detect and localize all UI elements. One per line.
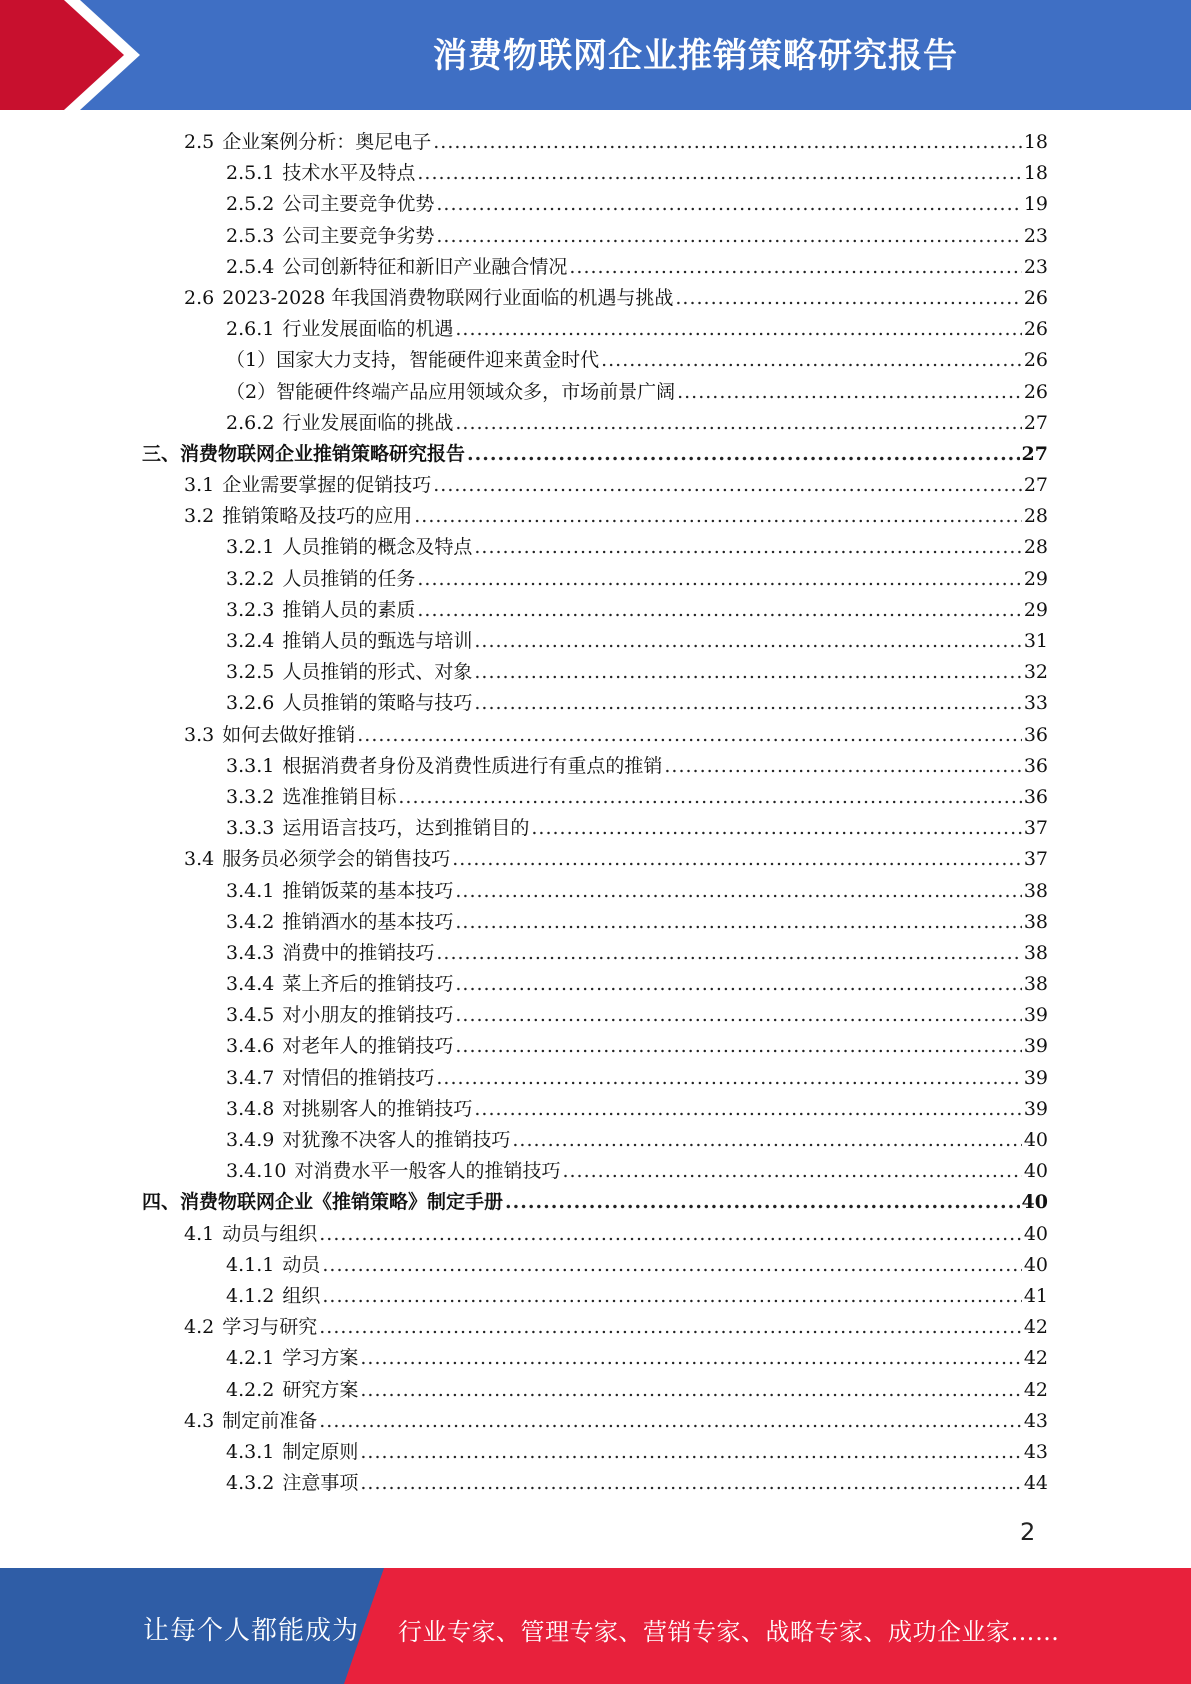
toc-entry-title: 动员	[282, 1253, 321, 1276]
toc-entry-number: 4.1	[184, 1222, 215, 1245]
toc-dot-leader	[455, 1031, 1021, 1062]
toc-entry[interactable]	[0, 657, 1191, 688]
toc-entry-page: 29	[1023, 598, 1048, 621]
toc-entry-page: 40	[1023, 1253, 1048, 1276]
toc-entry[interactable]	[0, 1312, 1191, 1343]
toc-entry-title: 制定前准备	[222, 1409, 318, 1432]
toc-entry-number: 4.2.2	[226, 1378, 275, 1401]
toc-entry-number: 4.3.2	[226, 1472, 275, 1495]
toc-entry-title: 组织	[282, 1284, 321, 1307]
toc-entry-title: 对消费水平一般客人的推销技巧	[294, 1160, 561, 1183]
toc-entry-number: 3.2.2	[226, 567, 275, 590]
toc-entry[interactable]	[0, 969, 1191, 1000]
toc-entry-number: 3.2.5	[226, 661, 275, 684]
toc-dot-leader	[569, 252, 1021, 283]
toc-entry-number: 3.4.7	[226, 1066, 275, 1089]
toc-entry-page: 42	[1023, 1347, 1048, 1370]
toc-entry-number: 3.2.6	[226, 692, 275, 715]
toc-entry[interactable]	[0, 314, 1191, 345]
table-of-contents	[0, 127, 1191, 1499]
toc-entry[interactable]	[0, 501, 1191, 532]
toc-entry-title: 2023-2028 年我国消费物联网行业面临的机遇与挑战	[222, 286, 674, 309]
toc-entry-page: 36	[1023, 754, 1048, 777]
toc-dot-leader	[319, 1406, 1022, 1437]
toc-entry[interactable]	[0, 751, 1191, 782]
toc-entry-page: 28	[1023, 505, 1048, 528]
toc-entry-number: 3.2	[184, 505, 215, 528]
toc-entry-page: 40	[1023, 1129, 1048, 1151]
toc-entry-title: 根据消费者身份及消费性质进行有重点的推销	[282, 754, 663, 777]
toc-entry-page: 39	[1023, 1004, 1048, 1027]
toc-entry[interactable]	[0, 408, 1191, 439]
toc-entry-title: 学习方案	[282, 1347, 359, 1370]
toc-entry-number: 3.4	[184, 848, 215, 871]
toc-entry-page: 36	[1023, 723, 1048, 746]
toc-entry-page: 43	[1023, 1440, 1048, 1463]
toc-entry-number: 3.4.9	[226, 1129, 275, 1151]
toc-entry-title: 人员推销的策略与技巧	[282, 692, 473, 715]
toc-entry[interactable]	[0, 1000, 1191, 1031]
toc-dot-leader	[455, 314, 1021, 345]
toc-entry-page: 18	[1023, 162, 1048, 185]
toc-dot-leader	[433, 470, 1022, 501]
toc-entry-title: 推销酒水的基本技巧	[282, 910, 454, 933]
toc-entry-page: 40	[1021, 1191, 1048, 1214]
toc-entry-title: 对情侣的推销技巧	[282, 1066, 435, 1089]
toc-entry-number: 2.5.4	[226, 255, 275, 278]
toc-dot-leader	[474, 626, 1021, 657]
toc-entry-page: 37	[1023, 848, 1048, 871]
toc-entry[interactable]	[0, 782, 1191, 813]
toc-dot-leader	[452, 844, 1022, 875]
toc-entry-page: 44	[1023, 1472, 1048, 1495]
toc-entry[interactable]	[0, 439, 1191, 470]
toc-entry-title: 公司主要竞争优势	[282, 193, 435, 216]
toc-entry-number: 3.4.10	[226, 1160, 287, 1183]
toc-entry-number: 3.4.2	[226, 910, 275, 933]
toc-entry-page: 28	[1023, 536, 1048, 559]
toc-entry-page: 26	[1023, 349, 1048, 372]
toc-entry[interactable]	[0, 1063, 1191, 1094]
toc-entry-title: 动员与组织	[222, 1222, 318, 1245]
toc-entry-title: 人员推销的概念及特点	[282, 536, 473, 559]
toc-dot-leader	[436, 1063, 1021, 1094]
toc-entry-page: 38	[1023, 941, 1048, 964]
toc-entry-number: 4.3	[184, 1409, 215, 1432]
toc-entry-title: （2）智能硬件终端产品应用领域众多，市场前景广阔	[226, 380, 676, 403]
toc-entry-title: 选准推销目标	[282, 785, 397, 808]
toc-entry-number: 3.2.1	[226, 536, 275, 559]
toc-entry-number: 3.4.4	[226, 973, 275, 996]
toc-dot-leader	[436, 938, 1021, 969]
toc-entry-page: 23	[1023, 255, 1048, 278]
toc-dot-leader	[455, 408, 1021, 439]
toc-dot-leader	[455, 907, 1021, 938]
toc-entry-title: 对挑剔客人的推销技巧	[282, 1097, 473, 1120]
toc-entry-number: 4.2.1	[226, 1347, 275, 1370]
toc-entry-title: 注意事项	[282, 1472, 359, 1495]
toc-entry-title: 消费中的推销技巧	[282, 941, 435, 964]
toc-entry-title: 企业案例分析：奥尼电子	[222, 131, 432, 153]
toc-entry-page: 29	[1023, 567, 1048, 590]
toc-dot-leader	[474, 532, 1021, 563]
toc-entry-number: 3.4.5	[226, 1004, 275, 1027]
toc-entry[interactable]	[0, 720, 1191, 751]
toc-entry-page: 37	[1023, 817, 1048, 840]
toc-entry[interactable]	[0, 1281, 1191, 1312]
toc-entry-title: 菜上齐后的推销技巧	[282, 973, 454, 996]
toc-entry[interactable]	[0, 1125, 1191, 1156]
toc-entry-title: 行业发展面临的机遇	[282, 318, 454, 341]
toc-entry[interactable]	[0, 1343, 1191, 1374]
toc-entry[interactable]	[0, 626, 1191, 657]
toc-entry-number: 4.3.1	[226, 1440, 275, 1463]
toc-entry-number: 3.4.3	[226, 941, 275, 964]
toc-entry-number: 3.2.4	[226, 630, 275, 652]
toc-entry-number: 3.3.1	[226, 754, 275, 777]
toc-entry-page: 40	[1023, 1160, 1048, 1183]
toc-entry-page: 26	[1023, 286, 1048, 309]
toc-entry-page: 23	[1023, 224, 1048, 247]
toc-entry-number: 2.6.2	[226, 411, 275, 434]
toc-dot-leader	[319, 1312, 1022, 1343]
toc-entry-number: 3.3.2	[226, 785, 275, 808]
toc-dot-leader	[417, 564, 1021, 595]
toc-entry-number: 2.5.1	[226, 162, 275, 185]
toc-entry-title: 行业发展面临的挑战	[282, 411, 454, 434]
footer-expert-list: 行业专家、管理专家、营销专家、战略专家、成功企业家……	[398, 1618, 1060, 1646]
toc-entry[interactable]	[0, 1468, 1191, 1499]
toc-dot-leader	[512, 1125, 1021, 1156]
toc-dot-leader	[474, 688, 1021, 719]
toc-entry-page: 32	[1023, 661, 1048, 684]
toc-dot-leader	[360, 1343, 1021, 1374]
toc-dot-leader	[322, 1281, 1021, 1312]
toc-entry-page: 36	[1023, 785, 1048, 808]
toc-entry-page: 26	[1023, 318, 1048, 341]
toc-dot-leader	[417, 595, 1021, 626]
toc-entry-title: 研究方案	[282, 1378, 359, 1401]
toc-entry[interactable]	[0, 1406, 1191, 1437]
toc-entry[interactable]	[0, 595, 1191, 626]
toc-entry-page: 26	[1023, 380, 1048, 403]
toc-entry-number: 4.1.2	[226, 1284, 275, 1307]
toc-entry-page: 39	[1023, 1035, 1048, 1058]
toc-dot-leader	[436, 221, 1021, 252]
toc-entry-number: 2.5.2	[226, 193, 275, 216]
toc-entry-number: 4.2	[184, 1316, 215, 1339]
toc-dot-leader	[322, 1250, 1021, 1281]
toc-entry-page: 42	[1023, 1378, 1048, 1401]
toc-dot-leader	[664, 751, 1021, 782]
toc-dot-leader	[531, 813, 1021, 844]
toc-entry[interactable]	[0, 532, 1191, 563]
toc-entry-number: 3.1	[184, 474, 215, 497]
toc-entry[interactable]	[0, 1250, 1191, 1281]
toc-dot-leader	[675, 283, 1021, 314]
toc-entry-title: 公司创新特征和新旧产业融合情况	[282, 255, 568, 278]
toc-entry[interactable]	[0, 1031, 1191, 1062]
toc-entry-number: 3.2.3	[226, 598, 275, 621]
toc-entry-title: 对老年人的推销技巧	[282, 1035, 454, 1058]
toc-dot-leader	[677, 377, 1022, 408]
toc-entry[interactable]	[0, 127, 1191, 158]
toc-entry[interactable]	[0, 876, 1191, 907]
toc-entry-page: 27	[1023, 474, 1048, 497]
toc-entry-number: 4.1.1	[226, 1253, 275, 1276]
toc-dot-leader	[601, 345, 1022, 376]
toc-entry[interactable]	[0, 221, 1191, 252]
toc-entry[interactable]	[0, 377, 1191, 408]
toc-entry-page: 38	[1023, 910, 1048, 933]
toc-dot-leader	[474, 1094, 1021, 1125]
toc-entry-number: 四、	[142, 1191, 181, 1214]
toc-entry-page: 39	[1023, 1097, 1048, 1120]
toc-entry-page: 18	[1023, 131, 1048, 153]
toc-entry-number: 2.6.1	[226, 318, 275, 341]
toc-entry-page: 19	[1023, 193, 1048, 216]
toc-entry[interactable]	[0, 938, 1191, 969]
toc-entry[interactable]	[0, 1437, 1191, 1468]
toc-entry-page: 33	[1023, 692, 1048, 715]
page-header	[0, 0, 1191, 110]
toc-entry[interactable]	[0, 1375, 1191, 1406]
toc-entry-title: 公司主要竞争劣势	[282, 224, 435, 247]
toc-entry[interactable]	[0, 813, 1191, 844]
toc-entry-number: 3.4.6	[226, 1035, 275, 1058]
toc-entry[interactable]	[0, 907, 1191, 938]
toc-entry-title: 人员推销的任务	[282, 567, 416, 590]
toc-entry-page: 38	[1023, 879, 1048, 902]
toc-entry-page: 27	[1021, 442, 1048, 465]
toc-dot-leader	[360, 1437, 1021, 1468]
toc-entry-title: 推销人员的甄选与培训	[282, 630, 473, 652]
toc-entry-page: 38	[1023, 973, 1048, 996]
toc-dot-leader	[433, 127, 1022, 158]
toc-dot-leader	[414, 501, 1022, 532]
toc-dot-leader	[474, 657, 1021, 688]
toc-entry-title: 企业需要掌握的促销技巧	[222, 474, 432, 497]
toc-entry-page: 42	[1023, 1316, 1048, 1339]
toc-entry-title: 制定原则	[282, 1440, 359, 1463]
toc-dot-leader	[436, 189, 1021, 220]
toc-entry-title: 对小朋友的推销技巧	[282, 1004, 454, 1027]
toc-entry-page: 40	[1023, 1222, 1048, 1245]
header-title: 消费物联网企业推销策略研究报告	[433, 36, 958, 76]
page-number: 2	[1020, 1518, 1036, 1546]
toc-entry[interactable]	[0, 564, 1191, 595]
toc-entry[interactable]	[0, 470, 1191, 501]
toc-entry-title: 消费物联网企业推销策略研究报告	[180, 442, 466, 465]
toc-entry-title: 推销策略及技巧的应用	[222, 505, 413, 528]
toc-entry-number: 3.4.1	[226, 879, 275, 902]
toc-entry-title: 对犹豫不决客人的推销技巧	[282, 1129, 511, 1151]
toc-entry-number: 三、	[142, 442, 181, 465]
toc-entry[interactable]	[0, 189, 1191, 220]
toc-entry-number: 3.3	[184, 723, 215, 746]
toc-dot-leader	[562, 1156, 1021, 1187]
toc-entry[interactable]	[0, 688, 1191, 719]
footer-slogan: 让每个人都能成为	[143, 1616, 360, 1646]
toc-dot-leader	[360, 1375, 1021, 1406]
toc-dot-leader	[455, 1000, 1021, 1031]
toc-entry[interactable]	[0, 1219, 1191, 1250]
toc-dot-leader	[455, 876, 1021, 907]
toc-entry[interactable]	[0, 158, 1191, 189]
page-footer	[0, 1568, 1191, 1684]
toc-entry-title: 服务员必须学会的销售技巧	[222, 848, 451, 871]
toc-dot-leader	[417, 158, 1021, 189]
toc-dot-leader	[357, 720, 1022, 751]
toc-entry[interactable]	[0, 252, 1191, 283]
toc-entry-page: 27	[1023, 411, 1048, 434]
toc-entry-number: 3.3.3	[226, 817, 275, 840]
toc-dot-leader	[398, 782, 1021, 813]
toc-entry-title: 推销人员的素质	[282, 598, 416, 621]
toc-entry-number: 2.5.3	[226, 224, 275, 247]
toc-entry-title: 推销饭菜的基本技巧	[282, 879, 454, 902]
toc-entry-page: 39	[1023, 1066, 1048, 1089]
toc-entry-title: 如何去做好推销	[222, 723, 356, 746]
toc-dot-leader	[319, 1219, 1022, 1250]
toc-dot-leader	[360, 1468, 1021, 1499]
toc-entry-page: 31	[1023, 630, 1048, 652]
toc-entry-title: 技术水平及特点	[282, 162, 416, 185]
toc-entry-page: 41	[1023, 1284, 1048, 1307]
toc-entry-title: 人员推销的形式、对象	[282, 661, 473, 684]
toc-entry[interactable]	[0, 1156, 1191, 1187]
toc-entry[interactable]	[0, 345, 1191, 376]
toc-dot-leader	[467, 439, 1020, 470]
header-arrow-decoration	[0, 0, 170, 110]
toc-entry[interactable]	[0, 1187, 1191, 1218]
toc-entry-title: 运用语言技巧，达到推销目的	[282, 817, 530, 840]
toc-dot-leader	[455, 969, 1021, 1000]
toc-entry[interactable]	[0, 1094, 1191, 1125]
toc-entry-number: 2.6	[184, 286, 215, 309]
toc-entry-title: （1）国家大力支持，智能硬件迎来黄金时代	[226, 349, 600, 372]
toc-entry[interactable]	[0, 844, 1191, 875]
toc-entry-number: 3.4.8	[226, 1097, 275, 1120]
toc-entry-page: 43	[1023, 1409, 1048, 1432]
toc-dot-leader	[505, 1187, 1020, 1218]
toc-entry-title: 消费物联网企业《推销策略》制定手册	[180, 1191, 504, 1214]
toc-entry-number: 2.5	[184, 131, 215, 153]
toc-entry-title: 学习与研究	[222, 1316, 318, 1339]
toc-entry[interactable]	[0, 283, 1191, 314]
